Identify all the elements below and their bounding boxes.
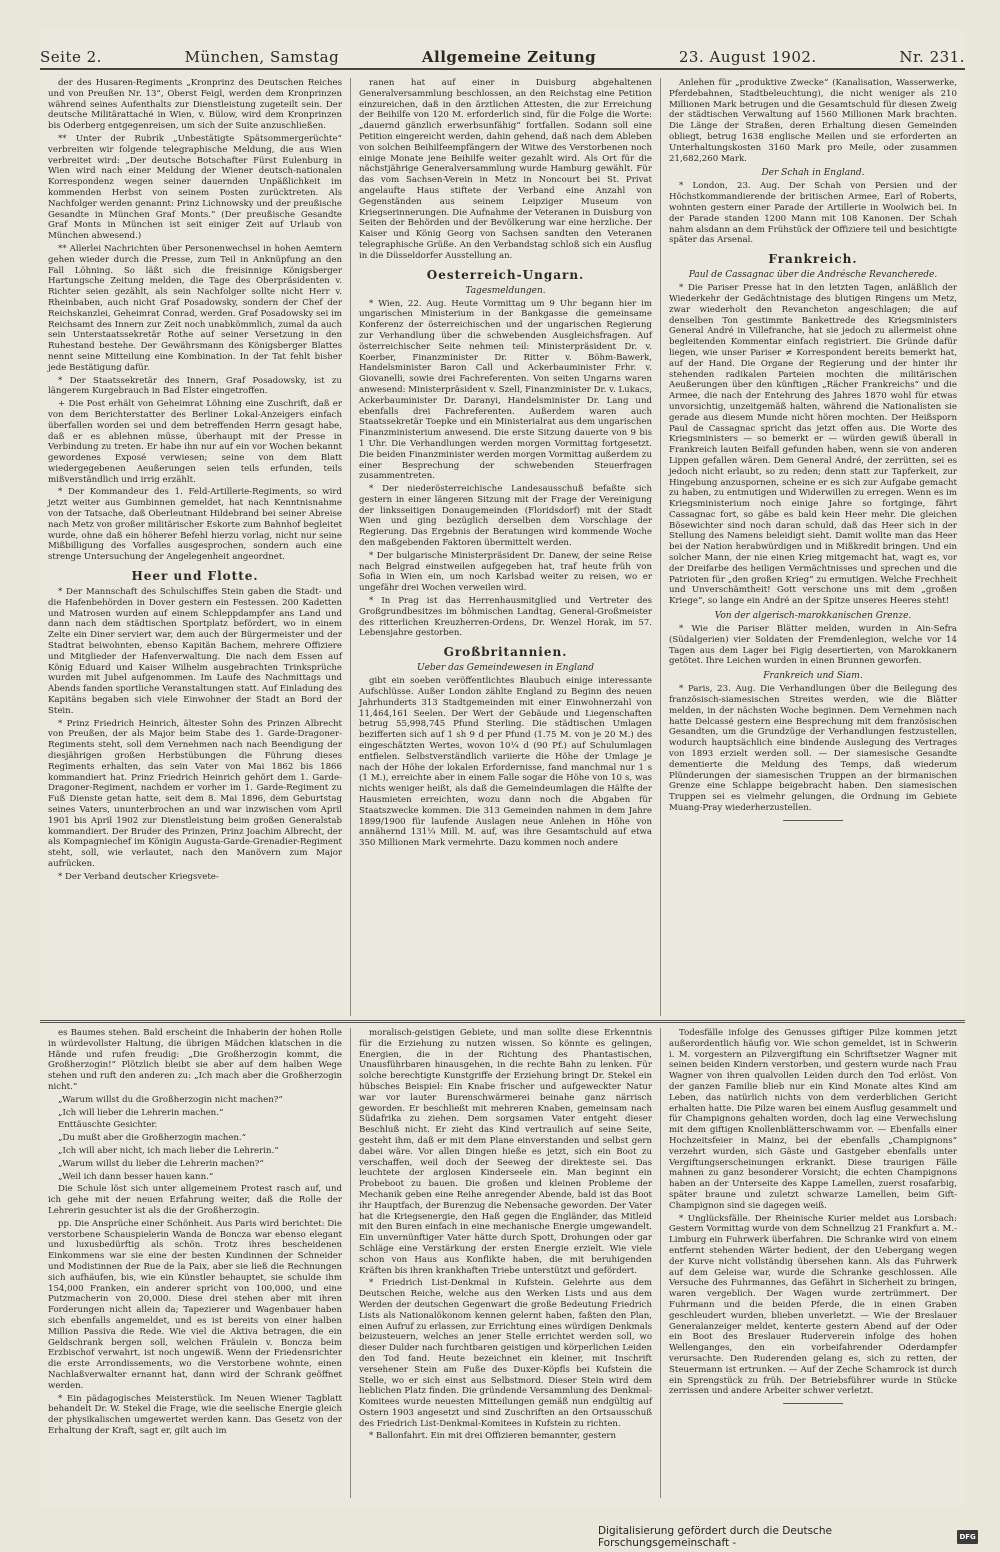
column-1 (40, 78, 350, 1016)
article-paragraph: moralisch-geistigen Gebiete, und man sollte diese Erkenntnis für die Erziehung zu nutzen wissen. So könnte es gelingen, Energien, die in der Richtung des Phantastischen, Unausführbaren hinausgehen, in die rechte Bahn zu lenken. Für solche berechtigte Kunstgriffe der Erziehung bringt Dr. Stekel ein hübsches Beispiel: Ein Knabe frischer und aufgeweckter Natur war vor lauter Burenschwärmerei beinahe ganz närrisch geworden. Er beschließt mit mehreren Knaben, gemeinsam nach Südafrika zu ziehen. Dem sorgsamen Vater entgeht dieser Beschluß nicht. Er zieht das Kind vertraulich auf seine Seite, gesteht ihm, daß er mit dem Plane einverstanden und selbst gern dabei wäre. Vor allen Dingen hieße es jetzt, sich ein Boot zu verschaffen, weil doch der Seeweg der direkteste sei. Das leuchtete der arglosen Kinderseele ein. Man beginnt ein Probeboot zu bauen. Die großen und kleinen Probleme der Mechanik geben eine Reihe anregender Abende, bald ist das Boot ihr Hauptfach, der Burenzug die Nebensache geworden. Der Vater hat die Kriegsenergie, den Haß gegen die Engländer, das Mitleid mit den Buren einfach in eine mechanische Energie umgewandelt. Ein unvernünftiger Vater hätte durch Spott, Drohungen oder gar Schläge eine Verstärkung der ersten Energie erzielt. Wie viele schon von Haus aus Konflikte haben, die mit beruhigenden Kräften bis ihren krankhaften Triebe unterstützt und gefördert. (359, 1028, 652, 1276)
article-paragraph: * Unglücksfälle. Der Rheinische Kurier meldet aus Lorsbach: Gestern Vormittag wurde von dem Schnellzug 21 Frankfurt a. M.-Limburg ein Fuhrwerk überfahren. Die Schranke wird von einem entfernt stehenden Wärter bedient, der den Uebergang wegen der Kurve nicht vollständig übersehen kann. Als das Fuhrwerk auf dem Geleise war, wurde die Schranke geschlossen. Alle Versuche des Fuhrmannes, das Gefährt in Sicherheit zu bringen, waren vergeblich. Der Wagen wurde zertrümmert. Der Fuhrmann und die beiden Pferde, die in einen Graben geschleudert wurden, blieben unverletzt. — Wie der Breslauer Generalanzeiger meldet, kenterte gestern Abend auf der Oder ein Boot des Breslauer Ruderverein infolge des hohen Wellenganges, den ein vorbeifahrender Oderdampfer verursachte. Den Ruderenden gelang es, sich zu retten, der Steuermann ist ertrunken. — Auf der Zeche Schamrock ist durch ein Sprengstück zu früh. Der Betriebsführer wurde in Stücke zerrissen und andere Arbeiter schwer verletzt. (669, 1213, 957, 1397)
section-heading-military: Heer und Flotte. (131, 569, 259, 584)
article-paragraph: gibt ein soeben veröffentlichtes Blaubuch einige interessante Aufschlüsse. Außer London zählte England zu Beginn des neuen Jahrhunderts 313 Stadtgemeinden mit einer Einwohnerzahl von 11,464,161 Seelen. Der Wert der Gebäude und Liegenschaften betrug 55,998,745 Pfund Sterling. Die städtischen Umlagen bezifferten sich auf 1 sh 9 d per Pfund (1.75 M. von je 20 M.) des eingeschätzten Wertes, wovon 10¼ d (90 Pf.) auf Schulumlagen entfielen. Selbstverständlich variierte die Höhe der Umlage je nach der Höhe der lokalen Erfordernisse, fand manchmal nur 1 s (1 M.), erreichte aber in einem Falle sogar die Höhe von 10 s, was nichts weniger heißt, als daß die Gemeindeumlagen die Hälfte der Hausmieten erreichten, wozu dann noch die Abgaben für Staatszwecke kommen. Die 313 Gemeinden nahmen in dem Jahre 1899/1900 für laufende Auslagen neue Anlehen in Höhe von annähernd 131¼ Mill. M. auf, was ihre Gesamtschuld auf etwa 350 Millionen Mark vermehrte. Dazu kommen noch andere (359, 676, 652, 849)
end-rule (783, 820, 843, 821)
subheading-siam: Frankreich und Siam. (763, 671, 863, 682)
article-paragraph: ** Allerlei Nachrichten über Personenwechsel in hohen Aemtern gehen wieder durch die Presse, zum Teil in Anknüpfung an den Fall Löhning. So läßt sich die freisinnige Königsberger Hartungsche Zeitung melden, die Tage des Oberpräsidenten v. Richter seien gezählt, als sein Nachfolger sollte nicht Herr v. Rheinbaben, auch nicht Graf Posadowsky, sondern der Chef der Reichskanzlei, Geheimrat Conrad, werden. Graf Posadowsky sei im Reichsamt des Innern zur Zeit noch unabkömmlich, zumal da auch sein Unterstaatssekretär Rothe auf seiner Versetzung in den Ruhestand bestehe. Der Gewährsmann des Königsberger Blattes nennt seine Mitteilung eine Kombination. In der Tat fehlt bisher jede Bestätigung dafür. (48, 243, 342, 373)
article-paragraph: „Ich will aber nicht, ich mach lieber die Lehrerin.“ (58, 1145, 279, 1156)
feuilleton-column-3 (660, 1028, 965, 1498)
subheading-municipal: Ueber das Gemeindewesen in England (416, 663, 594, 674)
article-paragraph: * Ballonfahrt. Ein mit drei Offizieren bemannter, gestern (369, 1431, 617, 1442)
page-header (40, 30, 965, 70)
section-heading-austria: Oesterreich-Ungarn. (426, 267, 585, 282)
article-paragraph: * Paris, 23. Aug. Die Verhandlungen über die Beilegung des französisch-siamesischen Streites werden, wie die Blätter melden, in der nächsten Woche beginnen. Dem Vernehmen nach hatte Delcassé gestern eine Besprechung mit dem französischen Gesandten, um die Grundzüge der Verhandlungen festzustellen, wodurch hauptsächlich eine bindende Auslegung des Vertrages von 1893 erzielt werden soll. — Der siamesische Gesandte dementierte die Meldung des Temps, daß wiederum Plünderungen der siamesischen Truppen an der birmanischen Grenze eine Schlappe beigebracht haben. Den siamesischen Truppen sei es vielmehr gelungen, die Ordnung im Gebiete Muang-Pray wiederherzustellen. (669, 684, 957, 814)
article-paragraph: „Du mußt aber die Großherzogin machen.“ (58, 1133, 247, 1144)
feuilleton-column-2 (350, 1028, 660, 1498)
page-number: Seite 2. (40, 48, 102, 66)
article-paragraph: * Wie die Pariser Blätter melden, wurden in Ain-Sefra (Südalgerien) vier Soldaten der Fremdenlegion, welche vor 14 Tagen aus dem Lager bei Figig desertierten, von Marokkanern getötet. Ihre Leichen wurden in einen Brunnen geworfen. (669, 624, 957, 667)
article-paragraph: der des Husaren-Regiments „Kronprinz des Deutschen Reiches und von Preußen Nr. 13“, Oberst Feigl, werden dem Kronprinzen während seines Aufenthalts zur Dienstleistung zugeteilt sein. Der deutsche Militärattaché in Wien, v. Bülow, wird dem Kronprinzen bis Oderberg entgegenreisen, um sich der Suite anzuschließen. (48, 78, 342, 132)
article-paragraph: * Der niederösterreichische Landesausschuß befaßte sich gestern in einer längeren Sitzung mit der Frage der Vereinigung der linksseitigen Donaugemeinden (Floridsdorf) mit der Stadt Wien und ging bezüglich derselben dem Vorschlage der Regierung. Das Ergebnis der Beratungen wird kommende Woche den maßgebenden Faktoren übermittelt werden. (359, 484, 652, 549)
article-paragraph: + Die Post erhält von Geheimrat Löhning eine Zuschrift, daß er von dem Berichterstatter des Berliner Lokal-Anzeigers einfach überfallen worden sei und dem betreffenden Herrn gesagt habe, daß er es ablehnen müsse, überhaupt mit der Presse in Verbindung zu treten. Er habe ihn nur auf ein vor Wochen bekannt gewordenes Exposé verwiesen; seine von dem Blatt wiedergegebenen Aeußerungen seien teils erfunden, teils mißverständlich und irrig erzählt. (48, 399, 342, 485)
section-heading-france: Frankreich. (768, 252, 858, 267)
article-paragraph: Enttäuschte Gesichter. (58, 1120, 158, 1131)
end-rule-lower (783, 1403, 843, 1404)
dfg-logo: DFG (957, 1530, 978, 1544)
article-paragraph: pp. Die Ansprüche einer Schönheit. Aus Paris wird berichtet: Die verstorbene Schauspielerin Wanda de Boncza war ebenso elegant und luxusbedürftig als schön. Trotz ihres bescheidenen Einkommens war sie eine der besten Kundinnen der Schneider und Modistinnen der Rue de la Paix, aber sie ließ die Rechnungen sich aufhäufen, bis, wie ein Künstler behauptet, sie schulde ihm 154,000 Franken, ein anderer spricht von 100,000, und eine Putzmacherin von 20,000. Diese drei stehen aber mit ihren Forderungen nicht allein da; Tapezierer und Wagenbauer haben sich ebenfalls angemeldet, und es ist bereits von einer halben Million Passiva die Rede. Wie viel die Aktiva betragen, die ein Geldschrank bergen soll, welchen Fräulein v. Boncza beim Erzbischof verwahrt, ist noch ungewiß. Wenn der Friedensrichter die erste Arrondissements, wo die Verstorbene wohnte, einen Nachlaßverwalter ernannt hat, dann wird der Schrank geöffnet werden. (48, 1218, 342, 1391)
article-paragraph: * London, 23. Aug. Der Schah von Persien und der Höchstkommandierende der britischen Armee, Earl of Roberts, wohnten gestern einer Parade der Artillerie in Woolwich bei. In der Parade standen 1200 Mann mit 108 Kanonen. Der Schah nahm alsdann an dem Frühstück der Offiziere teil und besichtigte später das Arsenal. (669, 181, 957, 246)
article-paragraph: „Warum willst du lieber die Lehrerin machen?“ (58, 1158, 264, 1169)
header-city-date: München, Samstag (184, 48, 340, 66)
newspaper-page (40, 30, 965, 1508)
subheading-shah: Der Schah in England. (761, 168, 865, 179)
article-paragraph: es Baumes stehen. Bald erscheint die Inhaberin der hohen Rolle in würdevollster Haltung, die übrigen Mädchen klatschen in die Hände und rufen freudig: „Die Großherzogin kommt, die Großherzogin!“ Plötzlich bleibt sie aber auf dem halben Wege stehen und ruft den anderen zu: „Ich mach aber die Großherzogin nicht.“ (48, 1028, 342, 1092)
subheading-cassagnac: Paul de Cassagnac über die Andrésche Revancherede. (688, 270, 938, 281)
article-paragraph: * Der Kommandeur des 1. Feld-Artillerie-Regiments, so wird jetzt weiter aus Gumbinnen gemeldet, hat nach Kenntnisnahme von der Tatsache, daß Oberleutnant Hildebrand bei seiner Abreise nach Metz von großer militärischer Eskorte zum Bahnhof begleitet wurde, ohne daß ein höherer Befehl hierzu vorlag, nicht nur seine Mißbilligung des Vorfalles ausgesprochen, sondern auch eine strenge Untersuchung der Angelegenheit angeordnet. (48, 487, 342, 563)
article-paragraph: * Der Mannschaft des Schulschiffes Stein gaben die Stadt- und die Hafenbehörden in Dover gestern ein Festessen. 200 Kadetten und Matrosen wurden auf einem Schleppdampfer ans Land und dann nach dem städtischen Sportplatz befördert, wo in einem Zelte ein Diner serviert war, dem auch der Bürgermeister und der Stadtrat beiwohnten, ebenso Kapitän Bachem, mehrere Offiziere und Mitglieder der Hafenverwaltung. Die nach dem Essen auf König Eduard und Kaiser Wilhelm ausgebrachten Trinksprüche wurden mit Jubel aufgenommen. Im Laufe des Nachmittags und Abends fanden sportliche Veranstaltungen statt. Auf Einladung des Kapitäns begaben sich viele Einwohner der Stadt an Bord der Stein. (48, 587, 342, 716)
article-paragraph: „Warum willst du die Großherzogin nicht machen?“ (58, 1094, 283, 1105)
article-paragraph: Die Schule löst sich unter allgemeinem Protest rasch auf, und ich gehe mit der neuen Erfahrung weiter, daß die Rolle der Lehrerin gesuchter ist als die der Großherzogin. (48, 1184, 342, 1216)
digitization-credit (598, 1525, 978, 1549)
article-paragraph: * Ein pädagogisches Meisterstück. Im Neuen Wiener Tagblatt behandelt Dr. W. Stekel die Frage, wie die seelische Energie gleich der physikalischen umgewertet werden kann. Das Gesetz von der Erhaltung der Kraft, sagt er, gilt auch im (48, 1393, 342, 1436)
article-paragraph: „Weil ich dann besser hauen kann.“ (58, 1171, 214, 1182)
article-paragraph: * Prinz Friedrich Heinrich, ältester Sohn des Prinzen Albrecht von Preußen, der als Major beim Stabe des 1. Garde-Dragoner-Regiments steht, soll dem Vernehmen nach nach Beendigung der diesjährigen großen Herbstübungen die Führung dieses Regiments erhalten, das sein Vater von Mai 1862 bis 1866 kommandiert hat. Prinz Friedrich Heinrich gehört dem 1. Garde-Dragoner-Regiment, nachdem er vorher im 1. Garde-Regiment zu Fuß Dienste getan hatte, seit dem 8. Mai 1896, dem Geburtstag seines Vaters, ununterbrochen an und war inzwischen vom April 1901 bis April 1902 zur Dienstleistung beim großen Generalstab kommandiert. Der Bruder des Prinzen, Prinz Joachim Albrecht, der als Kompagniechef im Königin Augusta-Garde-Grenadier-Regiment steht, soll, wie verlautet, nach den Manövern zum Major aufrücken. (48, 718, 342, 869)
column-2 (350, 78, 660, 1016)
newspaper-title: Allgemeine Zeitung (421, 48, 597, 66)
article-paragraph: ** Unter der Rubrik „Unbestätigte Spätsommergerüchte“ verbreiten wir folgende telegraphische Meldung, die aus Wien verbreitet wird: „Der deutsche Botschafter Fürst Eulenburg in Wien wird nach einer Meldung der Wiener deutsch-nationalen Korrespondenz wegen seiner dauernden Unpäßlichkeit im kommenden Herbst von seinem Posten zurücktreten. Als Nachfolger werden genannt: Prinz Lichnowsky und der preußische Gesandte in München Graf Monts.“ (Der preußische Gesandte Graf Monts in München ist seit einiger Zeit auf Urlaub von München abwesend.) (48, 133, 342, 242)
section-heading-britain: Großbritannien. (443, 645, 568, 660)
article-paragraph: * Friedrich List-Denkmal in Kufstein. Gelehrte aus dem Deutschen Reiche, welche aus den Werken Lists und aus dem Werden der deutschen Gegenwart die große Bedeutung Friedrich Lists als Nationalökonom kennen gelernt haben, faßten den Plan, einen Aufruf zu erlassen, zur Errichtung eines würdigen Denkmals beizusteuern, welches an jener Stelle errichtet werden soll, wo dieser Dulder nach furchtbaren geistigen und körperlichen Leiden den Tod fand. Heute bezeichnet ein kleiner, mit Inschrift versehener Stein am Fuße des Duxer-Köpfls bei Kufstein die Stelle, wo er sich einst aus Selbstmord. Dieser Stein wird dem lieblichen Platz finden. Die gründende Versammlung des Denkmal-Komitees wurde neuesten Mitteilungen gemäß nun endgültig auf Ostern 1903 angesetzt und sind Zuschriften an den Ortsausschuß des Friedrich List-Denkmal-Komitees in Kufstein zu richten. (359, 1278, 652, 1429)
news-section (40, 78, 965, 1016)
article-paragraph: * Der Verband deutscher Kriegsvete- (58, 871, 219, 882)
article-paragraph: * In Prag ist das Herrenhausmitglied und Vertreter des Großgrundbesitzes im böhmischen Landtag, General-Großmeister des ritterlichen Kreuzherren-Ordens, Dr. Wenzel Horak, im 57. Lebensjahre gestorben. (359, 596, 652, 639)
feuilleton-column-1 (40, 1028, 350, 1498)
article-paragraph: * Der bulgarische Ministerpräsident Dr. Danew, der seine Reise nach Belgrad einstweilen aufgegeben hat, traf heute früh von Sofia in Wien ein, um noch Karlsbad weiter zu reisen, wo er ungefähr drei Wochen verweilen wird. (359, 550, 652, 594)
article-paragraph: * Der Staatssekretär des Innern, Graf Posadowsky, ist zu längerem Kurgebrauch in Bad Elster eingetroffen. (48, 375, 342, 397)
column-3 (660, 78, 965, 1016)
article-paragraph: * Wien, 22. Aug. Heute Vormittag um 9 Uhr begann hier im ungarischen Ministerium in der Bankgasse die gemeinsame Konferenz der österreichischen und der ungarischen Regierung zur Verhandlung über die schwebenden Ausgleichsfragen. Auf österreichischer Seite nehmen teil: Ministerpräsident Dr. v. Koerber, Finanzminister Dr. Ritter v. Böhm-Bawerk, Handelsminister Baron Call und Ackerbauminister Frhr. v. Giovanelli, sowie drei Fachreferenten. Von seiten Ungarns waren anwesend: Ministerpräsident v. Szell, Finanzminister Dr. v. Lukacs, Ackerbauminister Dr. Daranyi, Handelsminister Dr. Lang und ebenfalls drei Fachreferenten. Außerdem waren auch Staatssekretär Toepke und ein Ministerialrat aus dem ungarischen Finanzministerium anwesend. Die erste Sitzung dauerte von 9 bis 1 Uhr. Die Verhandlungen werden morgen Vormittag fortgesetzt. Die beiden Finanzminister werden morgen Vormittag außerdem zu einer Besprechung der schwebenden Steuerfragen zusammentreten. (359, 298, 652, 482)
credit-text: Digitalisierung gefördert durch die Deutsche Forschungsgemeinschaft - (598, 1525, 832, 1549)
article-paragraph: * Die Pariser Presse hat in den letzten Tagen, anläßlich der Wiederkehr der Gedächtnistage des blutigen Ringens um Metz, zwar wiederholt den Revancheton angeschlagen; die auf denselben Ton gestimmte Bankettrede des Kriegsministers General André in Villefranche, hat sie jedoch zu allermeist ohne begleitenden Kommentar einfach registriert. Die Gründe dafür liegen, wie unser Pariser ≠ Korrespondent bereits bemerkt hat, auf der Hand. Die Organe der Regierung und der hinter ihr stehenden radikalen Parteien mochten die militärischen Aeußerungen über den künftigen „Rächer Frankreichs“ und die Armee, die nach der Entehrung des Jahres 1870 wohl für etwas unvorsichtig, unzeitgemäß halten, während die Nationalisten sie gerade aus diesem Munde nicht hören mochten. Der Heißsporn Paul de Cassagnac spricht das jetzt offen aus. Die Worte des Kriegsministers — so bemerkt er — würden gewiß überall in Frankreich lauten Beifall gefunden haben, wenn sie von anderen Lippen gefallen wären. Dem General André, der zerrütten, sei es jedoch nicht erlaubt, so zu reden; denn statt zur Tapferkeit, zur Hingebung anzuspornen, scheine er es sich zur Aufgabe gemacht zu haben, zu entmutigen und Widerwillen zu erregen. Wenn es im Kriegsministerium noch einige Jahre so fortginge, fährt Cassagnac fort, so gäbe es bald kein Heer mehr. Die gleichen Bösewichter sind noch daran schuld, daß das Heer sich in der Stellung des Namens beleidigt sieht. Damit wollte man das Heer bei der Nation herabwürdigen und in Mißkredit bringen. Und ein solcher Mann, der nie einen Krieg mitgemacht hat, wagt es, vor der Dreifarbe des heiligen Vermächtnisses und sprechen und die Patrioten für „den großen Krieg“ zu ermutigen. Welche Frechheit und Unverschämtheit! Gott verschone uns mit dem „großen Kriege“, so lange ein André an der Spitze unseres Heeres steht! (669, 283, 957, 607)
issue-number: Nr. 231. (899, 48, 965, 66)
article-paragraph: ranen hat auf einer in Duisburg abgehaltenen Generalversammlung beschlossen, an den Reichstag eine Petition einzureichen, daß in den ärztlichen Attesten, die zur Erreichung der Beihilfe von 120 M. erforderlich sind, für die Folge die Worte: „dauernd gänzlich erwerbsunfähig“ fortfallen. Sodann soll eine Petition eingereicht werden, dahin gehend, daß nach dem Ableben von solchen Beihilfeempfängern der Witwe des Verstorbenen noch einige Monate jene Beihilfe weiter gezahlt wird. Als Ort für die nächstjährige Generalversammlung wurde Hamburg gewählt. Für das vom Sachsen-Verein in Metz in Noncourt bei St. Privat angelaufte Haus stiftete der Verband eine Anzahl von Gegenständen aus seinem Leipziger Museum von Kriegserinnerungen. Die Aufnahme der Veteranen in Duisburg von Seiten der Behörden und der Bevölkerung war eine herzliche. Der Kaiser und König Georg von Sachsen sandten den Veteranen telegraphische Grüße. An den Verbandstag schloß sich ein Ausflug in die Düsseldorfer Ausstellung an. (359, 78, 652, 261)
header-date: 23. August 1902. (678, 48, 817, 66)
feuilleton-section (40, 1028, 965, 1498)
subheading-algeria: Von der algerisch-marokkanischen Grenze. (714, 611, 912, 622)
article-paragraph: Anlehen für „produktive Zwecke“ (Kanalisation, Wasserwerke, Pferdebahnen, Stadtbeleuchtung), die nicht weniger als 210 Millionen Mark betrugen und die Gesamtschuld für diesen Zweig der städtischen Verwaltung auf 1560 Millionen Mark brachten. Die Länge der Straßen, deren Erhaltung diesen Gemeinden obliegt, betrug 1638 englische Meilen und sie erforderten an Unterhaltungskosten 3160 Mark pro Meile, oder zusammen 21,682,260 Mark. (669, 78, 957, 164)
article-paragraph: „Ich will lieber die Lehrerin machen.“ (58, 1107, 224, 1118)
article-paragraph: Todesfälle infolge des Genusses giftiger Pilze kommen jetzt außerordentlich häufig vor. Wie schon gemeldet, ist in Schwerin i. M. vorgestern an Pilzvergiftung ein Schriftsetzer Wagner mit seinen beiden Kindern verstorben, und gestern wurde nach Frau Wagner von ihren qualvollen Leiden durch den Tod erlöst. Von der ganzen Familie blieb nur ein Kind Monate altes Kind am Leben, das natürlich nichts von dem verderblichen Gericht erhalten hatte. Die Pilze waren bei einem Ausflug gesammelt und für Champignons gehalten worden, doch lag eine Verwechslung mit dem giftigen Knollenblätterschwamm vor. — Ebenfalls einer Hochzeitsfeier in Mainz, bei der ebenfalls „Champignons“ verzehrt wurden, sich Gäste und Gastgeber ebenfalls unter Vergiftungserscheinungen erkrankt. Diese traurigen Fälle mahnen zu ganz besonderer Vorsicht; die echten Champignons haben an der Unterseite des Kappe Lamellen, zuerst rosafarbig, später braune und zuletzt schwarze Lamellen, beim Gift-Champignon sind sie dagegen weiß. (669, 1028, 957, 1211)
feuilleton-divider (40, 1020, 965, 1023)
subheading-daily-reports: Tagesmeldungen. (465, 285, 546, 296)
